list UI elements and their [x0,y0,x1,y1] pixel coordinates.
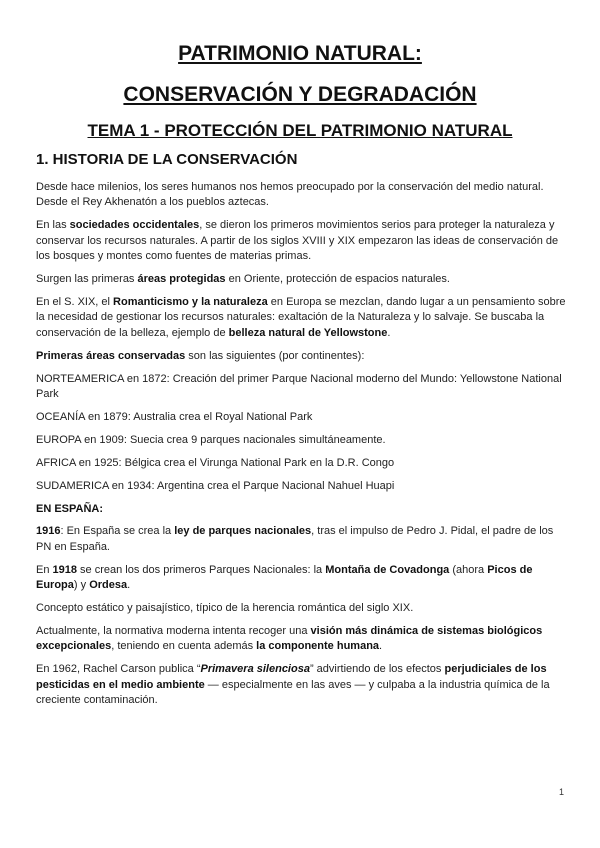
bold-text: belleza natural de Yellowstone [228,326,388,339]
section-heading: 1. HISTORIA DE LA CONSERVACIÓN [36,151,298,168]
text: NORTEAMERICA en 1872: Creación del primer Parque Nacional moderno del Mundo: Yellowstone National Park [36,372,562,400]
bold-text: 1916 [36,525,61,538]
paragraph [36,218,566,264]
text: , teniendo en cuenta además [111,640,257,653]
text: Surgen las primeras [36,273,138,286]
page-number: 1 [558,787,564,797]
text: Desde hace milenios, los seres humanos nos hemos preocupado por la conservación del medio natural. Desde el Rey Akhenatón a los pueblos aztecas. [36,181,544,209]
bold-text: áreas protegidas [137,273,226,286]
text: — especialmente en las aves — y culpaba a la industria química de la creciente contaminación. [36,678,550,707]
text: . [127,579,131,592]
bold-text: ley de parques nacionales [174,525,312,538]
text: . [379,640,383,653]
topic-subtitle: TEMA 1 - PROTECCIÓN DEL PATRIMONIO NATURAL [87,121,513,140]
paragraph [36,524,566,555]
bold-text: sociedades occidentales [69,219,200,232]
bold-text: perjudiciales de los pesticidas en el medio ambiente [36,663,547,691]
text: son las siguientes (por continentes): [185,349,365,362]
text: OCEANÍA en 1879: Australia crea el Royal National Park [36,410,313,423]
paragraph [36,563,566,594]
text: EUROPA en 1909: Suecia crea 9 parques nacionales simultáneamente. [36,433,386,446]
bold-text: Romanticismo y la naturaleza [113,295,268,308]
text: , tras el impulso de Pedro J. Pidal, el padre de los PN en España. [36,525,554,553]
bold-text: visión más dinámica de sistemas biológicos excepcionales [36,624,543,653]
paragraph [36,349,566,364]
bold-text: Montaña de Covadonga [325,563,450,576]
text: en Oriente, protección de espacios naturales. [225,273,450,286]
paragraph [36,601,566,616]
paragraph [36,372,566,403]
paragraph [36,180,566,211]
paragraph [36,456,566,471]
bold-text: 1918 [52,563,77,576]
paragraph [36,433,566,448]
text: En el S. XIX, el [36,295,114,308]
bold-italic-text: Primavera silenciosa [200,663,310,676]
text: En [36,563,53,576]
text: En las [36,219,70,232]
text: , se dieron los primeros movimientos serios para proteger la naturaleza y conservar los recursos naturales. A partir de los siglos XVIII y XIX empezaron las ideas de conservación de los bosques y montes como fuentes de materias primas. [36,219,559,263]
paragraph [36,272,566,287]
body-text [36,180,566,716]
text: se crean los dos primeros Parques Nacionales: la [77,563,326,576]
document-title-line2: CONSERVACIÓN Y DEGRADACIÓN [123,83,477,106]
text: En 1962, Rachel Carson publica “ [36,663,201,676]
text: Concepto estático y paisajístico, típico de la herencia romántica del siglo XIX. [36,602,414,615]
text: Actualmente, la normativa moderna intenta recoger una [36,624,311,637]
paragraph [36,295,566,341]
paragraph [36,662,566,708]
text: (ahora [449,563,488,576]
document-title-line1: PATRIMONIO NATURAL: [178,42,422,65]
text: . [387,326,391,339]
text: ) y [73,579,90,592]
text: AFRICA en 1925: Bélgica crea el Virunga National Park en la D.R. Congo [36,456,395,469]
text: : En España se crea la [60,525,175,538]
bold-text: Ordesa [89,579,128,592]
paragraph [36,624,566,655]
text: ” advirtiendo de los efectos [309,663,445,676]
paragraph [36,502,566,517]
bold-text: Primeras áreas conservadas [36,349,186,362]
bold-text: EN ESPAÑA: [36,502,104,515]
paragraph [36,479,566,494]
text: SUDAMERICA en 1934: Argentina crea el Parque Nacional Nahuel Huapi [36,479,395,492]
text: en Europa se mezclan, dando lugar a un pensamiento sobre la necesidad de gestionar los recursos naturales: exaltación de la Naturaleza y lo salvaje. Se buscaba la conservación de la belleza, ejemplo de [36,295,566,339]
bold-text: la componente humana [256,640,380,653]
bold-text: Picos de Europa [36,563,533,592]
paragraph [36,410,566,425]
